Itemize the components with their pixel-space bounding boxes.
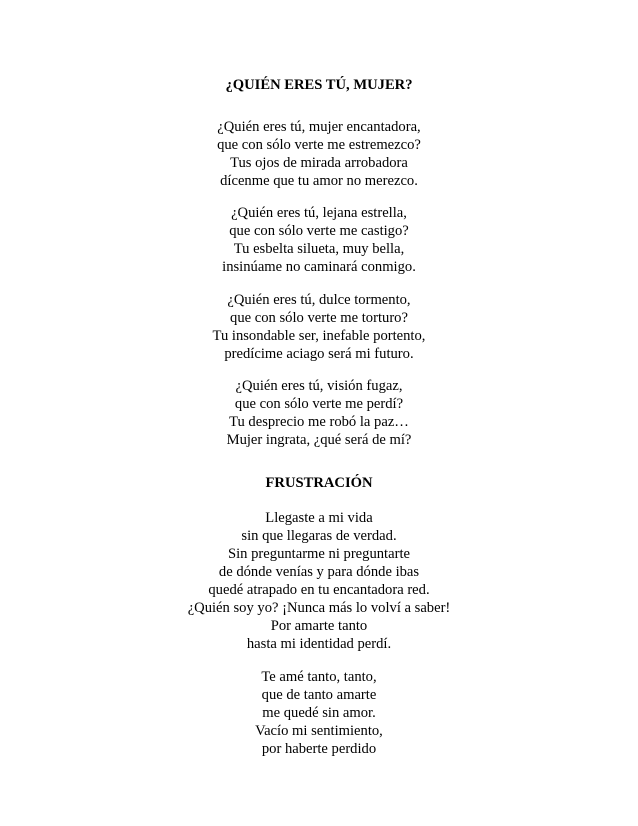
verse-line: de dónde venías y para dónde ibas bbox=[218, 564, 420, 580]
verse-line: que con sólo verte me perdí? bbox=[234, 396, 404, 412]
verse-line: ¿Quién eres tú, mujer encantadora, bbox=[217, 119, 421, 135]
verse-line: que con sólo verte me torturo? bbox=[230, 310, 408, 326]
verse-line: hasta mi identidad perdí. bbox=[246, 636, 392, 652]
verse-line: dícenme que tu amor no merezco. bbox=[220, 173, 418, 189]
verse-line: Tu insondable ser, inefable portento, bbox=[212, 328, 426, 344]
verse-line: que con sólo verte me estremezco? bbox=[217, 137, 421, 153]
verse-line: ¿Quién eres tú, lejana estrella, bbox=[231, 205, 407, 221]
verse-line: Sin preguntarme ni preguntarte bbox=[228, 546, 410, 562]
verse-line: Tus ojos de mirada arrobadora bbox=[230, 155, 408, 171]
verse-line: Por amarte tanto bbox=[270, 618, 368, 634]
verse-line: ¿Quién eres tú, dulce tormento, bbox=[227, 292, 411, 308]
poem-title: FRUSTRACIÓN bbox=[265, 475, 373, 491]
verse-line: Mujer ingrata, ¿qué será de mí? bbox=[226, 432, 412, 448]
poem-title: ¿QUIÉN ERES TÚ, MUJER? bbox=[225, 77, 413, 93]
verse-line: Te amé tanto, tanto, bbox=[261, 669, 377, 685]
verse-line: sin que llegaras de verdad. bbox=[241, 528, 397, 544]
verse-line: que de tanto amarte bbox=[261, 687, 377, 703]
verse-line: por haberte perdido bbox=[261, 741, 377, 757]
verse-line: Vacío mi sentimiento, bbox=[255, 723, 383, 739]
verse-line: predícime aciago será mi futuro. bbox=[224, 346, 414, 362]
verse-line: ¿Quién eres tú, visión fugaz, bbox=[235, 378, 403, 394]
verse-line: Llegaste a mi vida bbox=[265, 510, 373, 526]
verse-line: ¿Quién soy yo? ¡Nunca más lo volví a saber! bbox=[187, 600, 451, 616]
verse-line: Tu esbelta silueta, muy bella, bbox=[233, 241, 405, 257]
verse-line: quedé atrapado en tu encantadora red. bbox=[208, 582, 430, 598]
verse-line: insinúame no caminará conmigo. bbox=[222, 259, 416, 275]
verse-line: que con sólo verte me castigo? bbox=[229, 223, 409, 239]
verse-line: Tu desprecio me robó la paz… bbox=[229, 414, 409, 430]
verse-line: me quedé sin amor. bbox=[262, 705, 376, 721]
